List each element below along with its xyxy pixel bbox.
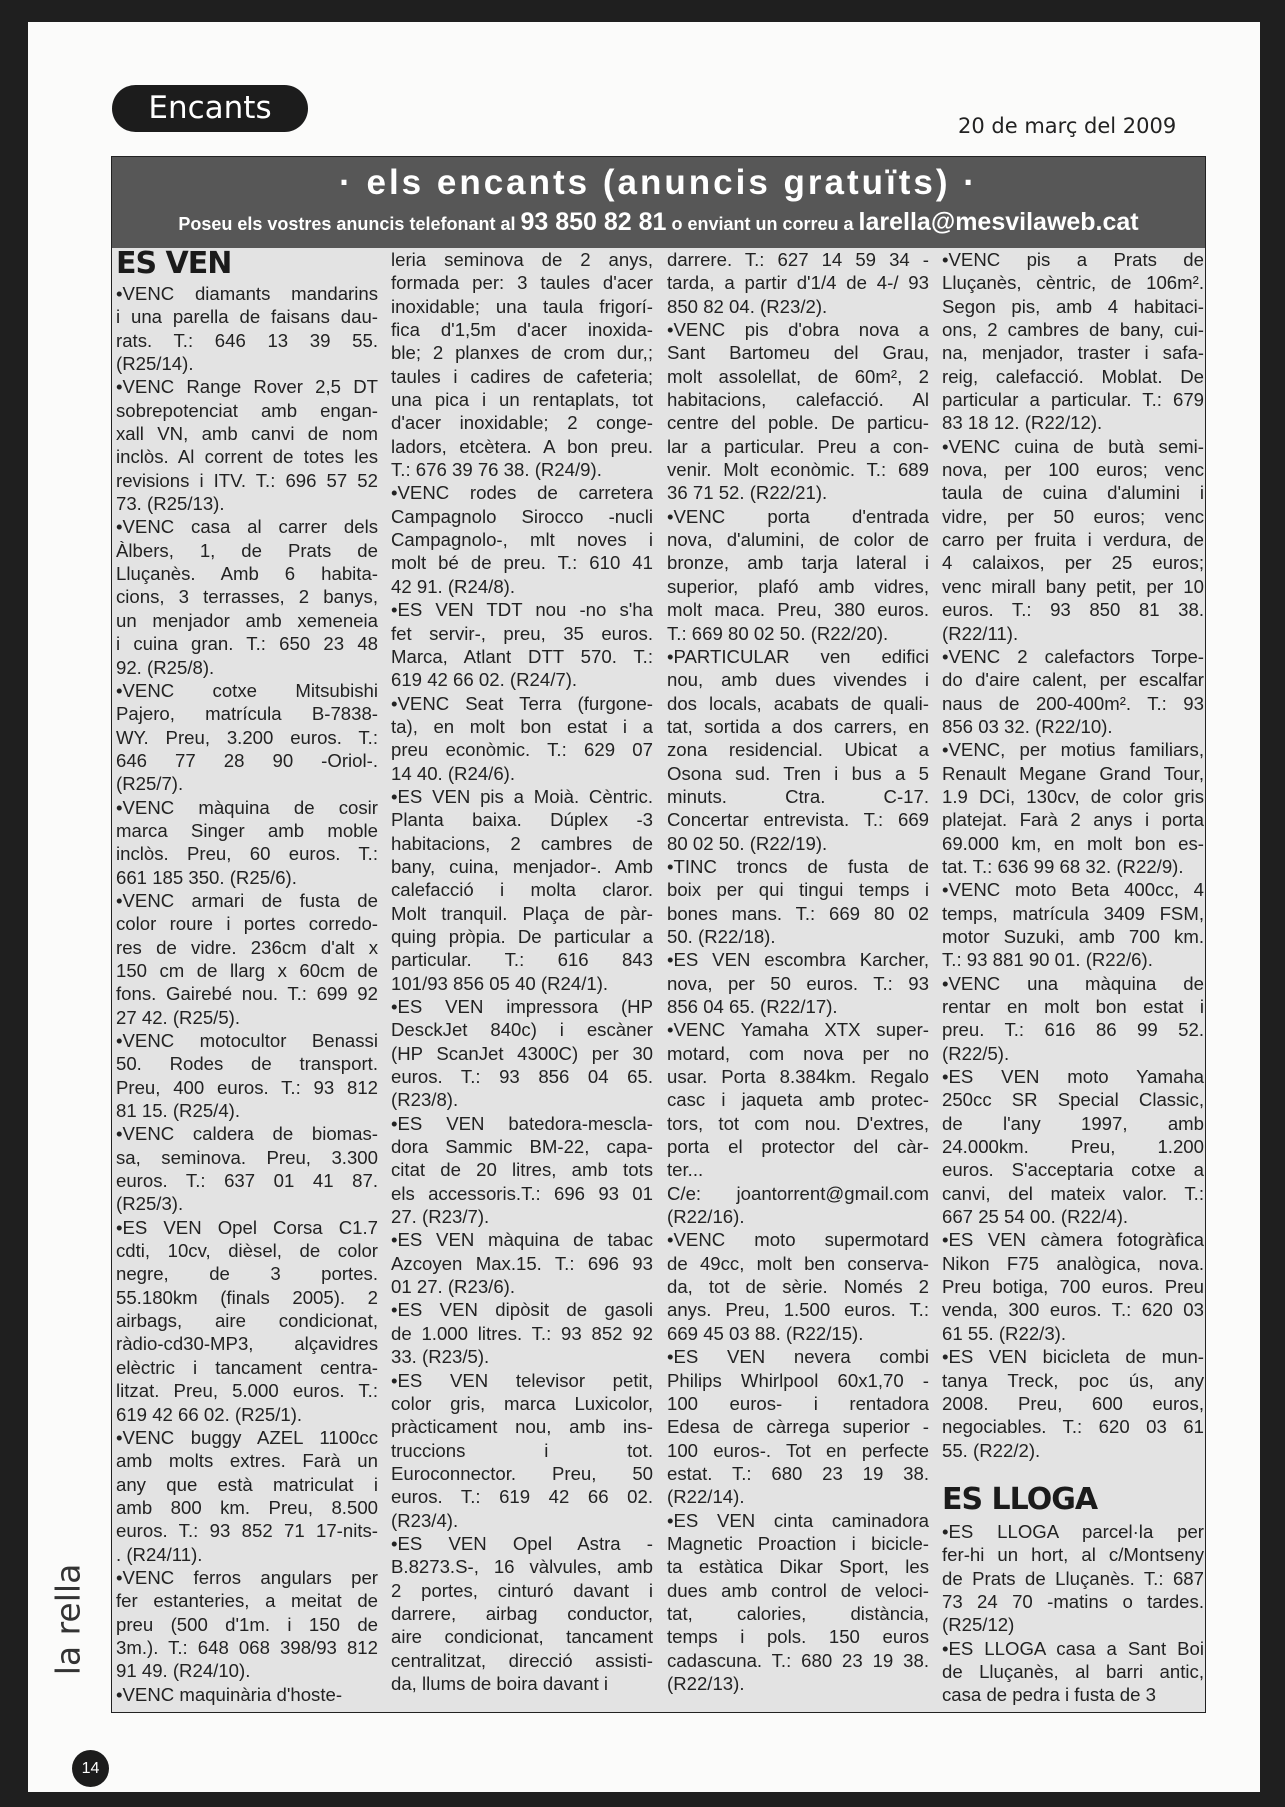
classifieds-subtitle [112,208,1205,237]
ad-text-line: •ES VEN cinta caminadora [667,1509,929,1531]
classifieds-header [112,157,1205,248]
issue-date: 20 de març del 2009 [958,114,1177,138]
ad-text-line: 14 40. (R24/6). [391,762,516,784]
ad-text-line: •VENC buggy AZEL 1100cc [116,1426,378,1448]
ad-text-line: 2 portes, cinturó davant i [391,1579,653,1601]
ad-text-line: (R22/16). [667,1206,745,1228]
ad-text-line: •ES VEN nevera combi [667,1346,929,1368]
ad-text-line: euros. T.: 93 850 81 38. [942,599,1204,621]
ad-columns [112,248,1205,1712]
ad-text-line: habitacions, 2 cambres de [391,832,653,854]
magazine-name: la rella [48,1563,88,1676]
ad-text-line: 01 27. (R23/6). [391,1276,516,1298]
ad-text-line: motard, com nova per no [667,1042,929,1064]
ad-text-line: fer-hi un hort, al c/Montseny [942,1544,1204,1566]
ad-text-line: taula de cuina d'alumini i [942,482,1204,504]
ad-text-line: nova, per 100 euros; venc [942,459,1204,481]
section-heading-es-ven: ES VEN [116,248,232,281]
ad-text-line: habitacions, calefacció. Al [667,389,929,411]
ad-text-line: i cuina gran. T.: 650 23 48 [116,633,378,655]
ad-text-line: Pajero, matrícula B-7838- [116,703,378,725]
ad-text-line: 856 04 65. (R22/17). [667,996,838,1017]
ad-text-line: 1.9 DCi, 130cv, de color gris [942,785,1204,807]
ad-text-line: T.: 669 80 02 50. (R22/20). [667,622,889,644]
ad-text-line: (R25/14). [116,353,194,375]
ad-text-line: •ES VEN bicicleta de mun- [942,1346,1204,1368]
ad-text-line: anys. Preu, 1.500 euros. T.: [667,1299,929,1321]
ad-text-line: Sant Bartomeu del Grau, [667,342,929,364]
ad-text-line: euros. T.: 93 856 04 65. [391,1066,653,1088]
ad-text-line: 69.000 km, en molt bon es- [942,832,1204,854]
ad-text-line: centralitzat, direcció assisti- [391,1649,653,1671]
column-4-lloga-text [942,1520,1204,1707]
column-3-text [667,248,929,1695]
ad-text-line: 27 42. (R25/5). [116,1006,241,1028]
ad-text-line: •VENC armari de fusta de [116,889,378,911]
ad-text-line: de l'any 1997, amb [942,1112,1204,1134]
ad-text-line: darrere. T.: 627 14 59 34 - [667,249,929,270]
ad-text-line: venc mirall bany petit, per 10 [942,575,1204,597]
ad-text-line: canvi, del mateix valor. T.: [942,1182,1204,1204]
ad-text-line: d'acer inoxidable; 2 conge- [391,412,653,434]
ad-text-line: •VENC Seat Terra (furgone- [391,692,653,714]
ad-text-line: dues amb control de veloci- [667,1579,929,1601]
ad-text-line: naus de 200-400m². T.: 93 [942,692,1204,714]
ad-text-line: cadascuna. T.: 680 23 19 38. [667,1649,929,1671]
ad-text-line: T.: 676 39 76 38. (R24/9). [391,459,602,481]
ad-text-line: 55. (R22/2). [942,1439,1041,1461]
ad-text-line: 4 calaixos, per 25 euros; [942,552,1204,574]
ad-text-line: ons, 2 cambres de bany, cui- [942,319,1204,341]
ad-text-line: molt bé de preu. T.: 610 41 [391,552,653,574]
ad-text-line: 55.180km (finals 2005). 2 [116,1286,378,1308]
ad-text-line: •VENC pis a Prats de [942,249,1204,270]
subtitle-text-1: Poseu els vostres anuncis telefonant al [178,214,516,234]
ad-text-line: motor Suzuki, amb 700 km. [942,925,1204,947]
ad-text-line: formada per: 3 taules d'acer [391,272,653,294]
ad-text-line: porta el protector del càr- [667,1136,929,1158]
ad-text-line: color roure i portes corredo- [116,913,378,935]
column-1 [116,248,378,1712]
ad-text-line: 92. (R25/8). [116,656,215,678]
ad-text-line: bones mans. T.: 669 80 02 [667,902,929,924]
ad-text-line: negre, de 3 portes. [116,1263,378,1285]
section-tag: Encants [112,85,308,132]
ad-text-line: (HP ScanJet 4300C) per 30 [391,1042,653,1064]
ad-text-line: fet servir-, preu, 35 euros. [391,622,653,644]
ad-text-line: •ES VEN TDT nou -no s'ha [391,599,653,621]
ad-text-line: euros. T.: 637 01 41 87. [116,1170,378,1192]
ad-text-line: sa, seminova. Preu, 3.300 [116,1146,378,1168]
ad-text-line: preu (500 d'1m. i 150 de [116,1613,378,1635]
column-2 [391,248,653,1712]
ad-text-line: na, menjador, traster i safa- [942,342,1204,364]
ad-text-line: •ES VEN televisor petit, [391,1369,653,1391]
ad-text-line: inclòs. Al corrent de totes les [116,446,378,468]
ad-text-line: •VENC diamants mandarins [116,283,378,304]
ad-text-line: bronze, amb tarja lateral i [667,552,929,574]
ad-text-line: pràcticament nou, amb ins- [391,1416,653,1438]
ad-text-line: C/e: joantorrent@gmail.com [667,1182,929,1204]
ad-text-line: temps, matrícula 3409 FSM, [942,902,1204,924]
ad-text-line: Edesa de càrrega superior - [667,1416,929,1438]
ad-text-line: (R25/7). [116,773,184,795]
ad-text-line: particular a particular. T.: 679 [942,389,1204,411]
page-number: 14 [72,1750,109,1787]
ad-text-line: tors, tot com nou. D'extres, [667,1112,929,1134]
ad-text-line: centre del poble. De particu- [667,412,929,434]
ad-text-line: •ES VEN dipòsit de gasoli [391,1299,653,1321]
ad-text-line: casc i jaqueta amb protec- [667,1089,929,1111]
ad-text-line: 33. (R23/5). [391,1346,490,1368]
ad-text-line: calefacció i molta claror. [391,879,653,901]
ad-text-line: rats. T.: 646 13 39 55. [116,329,378,351]
ad-text-line: •VENC rodes de carretera [391,482,653,504]
ad-text-line: airbags, aire condicionat, [116,1310,378,1332]
ad-text-line: 73. (R25/13). [116,493,225,515]
ad-text-line: 2008. Preu, 600 euros, [942,1392,1204,1414]
ad-text-line: (R22/13). [667,1672,745,1694]
ad-text-line: •VENC moto Beta 400cc, 4 [942,879,1204,901]
ad-text-line: •VENC motocultor Benassi [116,1030,378,1051]
ad-text-line: •TINC troncs de fusta de [667,855,929,877]
ad-text-line: 250cc SR Special Classic, [942,1089,1204,1111]
ad-text-line: •ES VEN màquina de tabac [391,1229,653,1251]
ad-text-line: DesckJet 840c) i escàner [391,1019,653,1041]
ad-text-line: dora Sammic BM-22, capa- [391,1136,653,1158]
ad-text-line: Renault Megane Grand Tour, [942,762,1204,784]
ad-text-line: 661 185 350. (R25/6). [116,866,297,888]
ad-text-line: de Lluçanès, al barri antic, [942,1660,1204,1682]
ad-text-line: Concertar entrevista. T.: 669 [667,809,929,831]
ad-text-line: Azcoyen Max.15. T.: 696 93 [391,1252,653,1274]
ad-text-line: any que està matriculat i [116,1473,378,1495]
column-4 [942,248,1204,1712]
classifieds-box [111,156,1206,1713]
ad-text-line: Magnetic Proaction i bicicle- [667,1532,929,1554]
ad-text-line: amb 800 km. Preu, 8.500 [116,1496,378,1518]
ad-text-line: particular. T.: 616 843 [391,949,653,971]
ad-text-line: aire condicionat, tancament [391,1626,653,1648]
ad-text-line: platejat. Farà 2 anys i porta [942,809,1204,831]
classifieds-title: · els encants (anuncis gratuïts) · [339,163,978,202]
ad-text-line: amb molts extres. Farà un [116,1450,378,1472]
ad-text-line: •ES LLOGA casa a Sant Boi [942,1637,1204,1659]
ad-text-line: •ES VEN pis a Moià. Cèntric. [391,785,653,807]
contact-email[interactable]: larella@mesvilaweb.cat [858,208,1139,236]
ad-text-line: •VENC màquina de cosir [116,796,378,818]
ad-text-line: euros. S'acceptaria cotxe a [942,1159,1204,1181]
ad-text-line: venda, 300 euros. T.: 620 03 [942,1299,1204,1321]
ad-text-line: 3m.). T.: 648 068 398/93 812 [116,1636,378,1658]
ad-text-line: 667 25 54 00. (R22/4). [942,1206,1129,1228]
ad-text-line: cions, 3 terrasses, 2 banys, [116,586,378,608]
ad-text-line: 100 euros-. Tot en perfecte [667,1439,929,1461]
ad-text-line: inoxidable; una taula frigorí- [391,295,653,317]
ad-text-line: •ES VEN impressora (HP [391,996,653,1017]
ad-text-line: de 49cc, molt ben conserva- [667,1252,929,1274]
ad-text-line: da, llums de boira davant i [391,1672,609,1694]
ad-text-line: Lluçanès, cèntric, de 106m². [942,272,1204,294]
ad-text-line: 646 77 28 90 -Oriol-. [116,749,378,771]
ad-text-line: T.: 93 881 90 01. (R22/6). [942,949,1153,971]
ad-text-line: Osona sud. Tren i bus a 5 [667,762,929,784]
column-2-text [391,248,653,1695]
ad-text-line: preu econòmic. T.: 629 07 [391,739,653,761]
ad-text-line: Euroconnector. Preu, 50 [391,1462,653,1484]
ad-text-line: •VENC Yamaha XTX super- [667,1019,929,1041]
ad-text-line: ter... [667,1159,704,1181]
ad-text-line: WY. Preu, 3.200 euros. T.: [116,726,378,748]
ad-text-line: molt assolellat, de 60m², 2 [667,365,929,387]
ad-text-line: •VENC moto supermotard [667,1229,929,1251]
ad-text-line: •PARTICULAR ven edifici [667,645,929,667]
ad-text-line: 850 82 04. (R23/2). [667,295,828,317]
ad-text-line: Campagnolo Sirocco -nucli [391,505,653,527]
ad-text-line: •VENC ferros angulars per [116,1566,378,1588]
ad-text-line: •VENC maquinària d'hoste- [116,1683,343,1705]
ad-text-line: inclòs. Preu, 60 euros. T.: [116,843,378,865]
ad-text-line: els accessoris.T.: 696 93 01 [391,1182,653,1204]
ad-text-line: •ES VEN moto Yamaha [942,1066,1204,1088]
ad-text-line: res de vidre. 236cm d'alt x [116,936,378,958]
ad-text-line: Nikon F75 analògica, nova. [942,1252,1204,1274]
ad-text-line: 619 42 66 02. (R24/7). [391,669,578,691]
ad-text-line: Philips Whirlpool 60x1,70 - [667,1369,929,1391]
ad-text-line: preu. T.: 616 86 99 52. [942,1019,1204,1041]
ad-text-line: litzat. Preu, 5.000 euros. T.: [116,1380,378,1402]
ad-text-line: Àlbers, 1, de Prats de [116,539,378,561]
ad-text-line: (R23/8). [391,1089,459,1111]
ad-text-line: molt maca. Preu, 380 euros. [667,599,929,621]
ad-text-line: elèctric i tancament centra- [116,1356,378,1378]
ad-text-line: (R22/11). [942,622,1019,644]
ad-text-line: euros. T.: 619 42 66 02. [391,1486,653,1508]
ad-text-line: Marca, Atlant DTT 570. T.: [391,645,653,667]
contact-phone: 93 850 82 81 [520,208,667,236]
ad-text-line: 24.000km. Preu, 1.200 [942,1136,1204,1158]
ad-text-line: estat. T.: 680 23 19 38. [667,1462,929,1484]
ad-text-line: •ES VEN batedora-mescla- [391,1112,653,1134]
ad-text-line: lar a particular. Preu a con- [667,435,929,457]
ad-text-line: 100 euros- i rentadora [667,1392,929,1414]
ad-text-line: 91 49. (R24/10). [116,1660,251,1682]
ad-text-line: nova, d'alumini, de color de [667,529,929,551]
ad-text-line: Preu, 400 euros. T.: 93 812 [116,1076,378,1098]
ad-text-line: •VENC cuina de butà semi- [942,435,1204,457]
ad-text-line: ta estàtica Dikar Sport, les [667,1556,929,1578]
section-heading-es-lloga: ES LLOGA [942,1481,1098,1517]
ad-text-line: •ES VEN escombra Karcher, [667,949,929,971]
ad-text-line: dos locals, acabats de quali- [667,692,929,714]
ad-text-line: •VENC caldera de biomas- [116,1123,378,1145]
ad-text-line: (R23/4). [391,1509,459,1531]
ad-text-line: B.8273.S-, 16 vàlvules, amb [391,1556,653,1578]
ad-text-line: sobrepotenciat amb engan- [116,399,378,421]
ad-text-line: ràdio-cd30-MP3, alçavidres [116,1333,378,1355]
ad-text-line: 80 02 50. (R22/19). [667,832,828,854]
ad-text-line: Preu botiga, 700 euros. Preu [942,1276,1204,1298]
ad-text-line: •VENC porta d'entrada [667,505,929,527]
ad-text-line: temps i pols. 150 euros [667,1626,929,1648]
ad-text-line: do d'aire calent, per escalfar [942,669,1204,691]
ad-text-line: negociables. T.: 620 03 61 [942,1416,1204,1438]
ad-text-line: minuts. Ctra. C-17. [667,785,929,807]
ad-text-line: truccions i tot. [391,1439,653,1461]
ad-text-line: venir. Molt econòmic. T.: 689 [667,459,929,481]
ad-text-line: ble; 2 planxes de crom dur,; [391,342,653,364]
ad-text-line: •VENC pis d'obra nova a [667,319,929,341]
ad-text-line: euros. T.: 93 852 71 17-nits- [116,1520,378,1542]
ad-text-line: da, tot de sèrie. Només 2 [667,1276,929,1298]
ad-text-line: leria seminova de 2 anys, [391,249,653,270]
ad-text-line: marca Singer amb moble [116,819,378,841]
ad-text-line: Segon pis, amb 4 habitaci- [942,295,1204,317]
ad-text-line: taules i cadires de cafeteria; [391,365,653,387]
ad-text-line: ta), en molt bon estat i a [391,715,653,737]
ad-text-line: •ES VEN Opel Corsa C1.7 [116,1216,378,1238]
ad-text-line: quing pròpia. De particular a [391,925,653,947]
ad-text-line: boix per qui tingui temps i [667,879,929,901]
ad-text-line: usar. Porta 8.384km. Regalo [667,1066,929,1088]
ad-text-line: 27. (R23/7). [391,1206,490,1228]
ad-text-line: Planta baixa. Dúplex -3 [391,809,653,831]
ad-text-line: 150 cm de llarg x 60cm de [116,959,378,981]
ad-text-line: •VENC 2 calefactors Torpe- [942,645,1204,667]
ad-text-line: carro per fruita i verdura, de [942,529,1204,551]
ad-text-line: tat. T.: 636 99 68 32. (R22/9). [942,855,1184,877]
ad-text-line: (R22/14). [667,1486,745,1508]
ad-text-line: superior, plafó amb vidres, [667,575,929,597]
ad-text-line: 61 55. (R22/3). [942,1322,1067,1344]
ad-text-line: vidre, per 50 euros; venc [942,505,1204,527]
ad-text-line: darrere, airbag conductor, [391,1602,653,1624]
ad-text-line: casa de pedra i fusta de 3 [942,1684,1156,1706]
ad-text-line: tat, calories, distància, [667,1602,929,1624]
ad-text-line: •ES LLOGA parcel·la per [942,1520,1204,1542]
ad-text-line: 50. Rodes de transport. [116,1053,378,1075]
column-4-text [942,248,1204,1462]
column-3 [667,248,929,1712]
page [28,22,1260,1792]
ad-text-line: 36 71 52. (R22/21). [667,482,828,504]
ad-text-line: tarda, a partir d'1/4 de 4-/ 93 [667,272,929,294]
magazine-name-vertical [48,1522,130,1752]
ad-text-line: nou, amb dues vivendes i [667,669,929,691]
ad-text-line: tanya Treck, poc ús, any [942,1369,1204,1391]
ad-text-line: •VENC una màquina de [942,972,1204,994]
ad-text-line: Molt tranquil. Plaça de pàr- [391,902,653,924]
ad-text-line: revisions i ITV. T.: 696 57 52 [116,469,378,491]
ad-text-line: fer estanteries, a meitat de [116,1590,378,1612]
ad-text-line: bany, cuina, menjador-. Amb [391,855,653,877]
ad-text-line: i una parella de faisans dau- [116,306,378,328]
subtitle-text-2: o enviant un correu a [671,214,854,234]
ad-text-line: citat de 20 litres, amb tots [391,1159,653,1181]
ad-text-line: (R25/12) [942,1614,1015,1636]
ad-text-line: fons. Gairebé nou. T.: 699 92 [116,983,378,1005]
ad-text-line: un menjador amb xemeneia [116,609,378,631]
ad-text-line: Campagnolo-, mlt noves i [391,529,653,551]
ad-text-line: 73 24 70 -matins o tardes. [942,1590,1204,1612]
ad-text-line: •VENC casa al carrer dels [116,516,378,538]
ad-text-line: 619 42 66 02. (R25/1). [116,1403,303,1425]
ad-text-line: 101/93 856 05 40 (R24/1). [391,972,609,994]
ad-text-line: •VENC Range Rover 2,5 DT [116,376,378,398]
ad-text-line: fica d'1,5m d'acer inoxida- [391,319,653,341]
ad-text-line: xall VN, amb canvi de nom [116,423,378,445]
ad-text-line: (R25/3). [116,1193,184,1215]
ad-text-line: 42 91. (R24/8). [391,575,516,597]
ad-text-line: de 1.000 litres. T.: 93 852 92 [391,1322,653,1344]
ad-text-line: una pica i un rentaplats, tot [391,389,653,411]
ad-text-line: •ES VEN càmera fotogràfica [942,1229,1204,1251]
ad-text-line: reig, calefacció. Moblat. De [942,365,1204,387]
ad-text-line: 83 18 12. (R22/12). [942,412,1103,434]
ad-text-line: 856 03 32. (R22/10). [942,715,1113,737]
ad-text-line: rentar en molt bon estat i [942,996,1204,1017]
ad-text-line: zona residencial. Ubicat a [667,739,929,761]
ad-text-line: •VENC cotxe Mitsubishi [116,679,378,701]
ad-text-line: cdti, 10cv, dièsel, de color [116,1240,378,1262]
ad-text-line: nova, per 50 euros. T.: 93 [667,972,929,994]
column-1-text [116,282,378,1706]
ad-text-line: •ES VEN Opel Astra - [391,1532,653,1554]
ad-text-line: Lluçanès. Amb 6 habita- [116,563,378,585]
ad-text-line: de Prats de Lluçanès. T.: 687 [942,1567,1204,1589]
ad-text-line: color gris, marca Luxicolor, [391,1392,653,1414]
ad-text-line: •VENC, per motius familiars, [942,739,1204,761]
ad-text-line: 81 15. (R25/4). [116,1100,241,1122]
ad-text-line: (R22/5). [942,1042,1010,1064]
ad-text-line: ladors, etcètera. A bon preu. [391,435,653,457]
ad-text-line: tat, sortida a dos carrers, en [667,715,929,737]
ad-text-line: 50. (R22/18). [667,925,776,947]
ad-text-line: 669 45 03 88. (R22/15). [667,1322,864,1344]
ad-text-line: . (R24/11). [116,1543,203,1565]
